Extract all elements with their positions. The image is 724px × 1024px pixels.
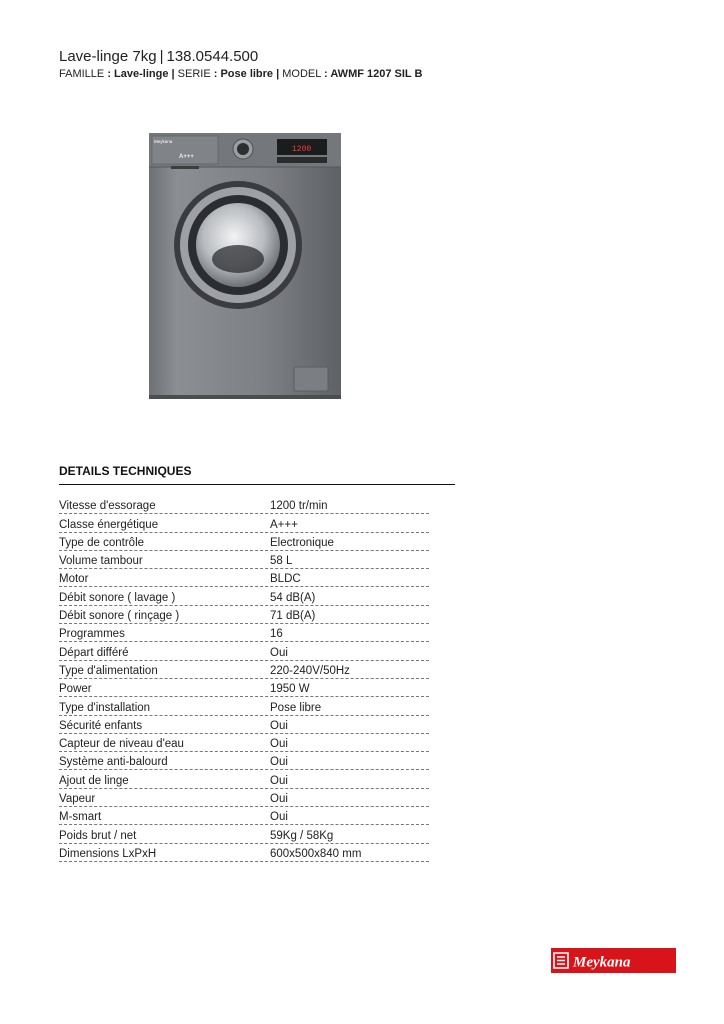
product-title [59,48,422,66]
serie-label: SERIE [177,68,211,80]
product-name: Lave-linge 7kg [59,48,157,65]
spec-row [59,661,429,679]
spec-value: Oui [270,811,288,824]
spec-label: Vapeur [59,793,96,806]
famille-label: FAMILLE [59,68,105,80]
brand-logo [551,948,676,973]
spec-label: Type d'alimentation [59,664,158,677]
spec-label: Programmes [59,628,125,641]
spec-value: Oui [270,756,288,769]
spec-value: Oui [270,719,288,732]
spec-label: Ajout de linge [59,774,129,787]
famille-value: Lave-linge [114,68,169,80]
spec-row [59,752,429,770]
spec-value: 59Kg / 58Kg [270,829,334,842]
model-label: MODEL [282,68,321,80]
spec-value: 58 L [270,555,293,568]
spec-value: 220-240V/50Hz [270,664,350,677]
washing-machine-image [149,133,341,399]
spec-label: Poids brut / net [59,829,137,842]
document-header [59,48,422,81]
spec-value: A+++ [270,518,298,531]
spec-label: Sécurité enfants [59,719,143,732]
spec-label: Classe énergétique [59,518,159,531]
spec-row [59,770,429,788]
spec-label: Motor [59,573,89,586]
spec-value: BLDC [270,573,301,586]
spec-row [59,679,429,697]
spec-row [59,716,429,734]
spec-label: Volume tambour [59,555,143,568]
spec-value: Electronique [270,536,334,549]
spec-row [59,789,429,807]
small-brand-text: Meykana [154,139,173,144]
spec-row [59,734,429,752]
spec-value: 600x500x840 mm [270,847,362,860]
spec-label: Vitesse d'essorage [59,500,156,513]
spec-row [59,697,429,715]
spec-row [59,587,429,605]
spec-label: Type de contrôle [59,536,145,549]
spec-value: 54 dB(A) [270,591,316,604]
spec-row [59,514,429,532]
model-value: AWMF 1207 SIL B [330,68,423,80]
serie-value: Pose libre [220,68,274,80]
spec-row [59,624,429,642]
spec-label: Débit sonore ( rinçage ) [59,610,180,623]
spec-label: Système anti-balourd [59,756,168,769]
spec-label: Type d'installation [59,701,151,714]
spec-label: Départ différé [59,646,129,659]
spec-row [59,807,429,825]
spec-value: Oui [270,793,288,806]
logo-text: Meykana [573,954,631,971]
spec-label: M-smart [59,811,102,824]
spec-row [59,496,429,514]
panel-display-text: 1200 [292,145,312,154]
spec-label: Capteur de niveau d'eau [59,738,184,751]
spec-value: Pose libre [270,701,322,714]
spec-row [59,825,429,843]
specs-table [59,496,429,862]
spec-value: Oui [270,774,288,787]
spec-value: Oui [270,646,288,659]
details-heading: DETAILS TECHNIQUES [59,464,455,485]
spec-row [59,533,429,551]
spec-value: 71 dB(A) [270,610,316,623]
spec-row [59,569,429,587]
spec-value: Oui [270,738,288,751]
spec-label: Débit sonore ( lavage ) [59,591,176,604]
product-reference: 138.0544.500 [166,48,259,65]
spec-value: 16 [270,628,283,641]
spec-row [59,844,429,862]
product-classification: FAMILLE : Lave-linge | SERIE : Pose libre | MODEL : AWMF 1207 SIL B [59,68,423,80]
spec-label: Power [59,683,92,696]
spec-row [59,551,429,569]
energy-badge-text: A+++ [179,154,194,160]
spec-value: 1200 tr/min [270,500,328,513]
spec-row [59,606,429,624]
spec-value: 1950 W [270,683,310,696]
spec-label: Dimensions LxPxH [59,847,157,860]
title-separator: | [159,48,164,65]
spec-row [59,642,429,660]
